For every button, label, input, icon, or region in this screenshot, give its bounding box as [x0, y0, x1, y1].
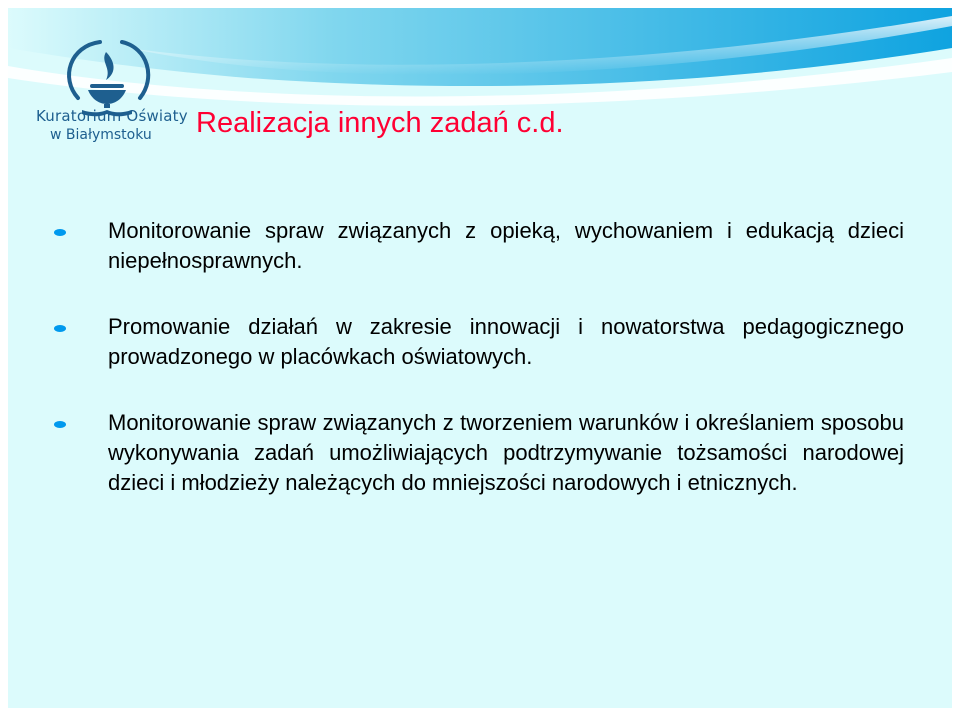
bullet-text: Promowanie działań w zakresie innowacji i nowatorstwa pedagogicznego prowadzonego w placówkach oświatowych. — [108, 314, 904, 369]
bullet-marker-icon — [54, 421, 66, 428]
logo-name-line1: Kuratorium Oświaty — [36, 107, 188, 125]
bullet-marker-icon — [54, 229, 66, 236]
slide — [8, 8, 952, 708]
bullet-item — [54, 216, 904, 276]
bullet-text: Monitorowanie spraw związanych z opieką, wychowaniem i edukacją dzieci niepełnosprawnych. — [108, 218, 904, 273]
bullet-marker-icon — [54, 325, 66, 332]
bullet-list — [54, 216, 904, 534]
bullet-item — [54, 408, 904, 498]
logo-name-line2: w Białymstoku — [50, 126, 152, 143]
bullet-item — [54, 312, 904, 372]
logo-wordmark — [36, 107, 188, 143]
slide-title: Realizacja innych zadań c.d. — [196, 107, 564, 139]
bullet-text: Monitorowanie spraw związanych z tworzeniem warunków i określaniem sposobu wykonywania zadań umożliwiających podtrzymywanie tożsamości narodowej dzieci i młodzieży należących do mniejszości narodowych i etnicznych. — [108, 410, 904, 495]
